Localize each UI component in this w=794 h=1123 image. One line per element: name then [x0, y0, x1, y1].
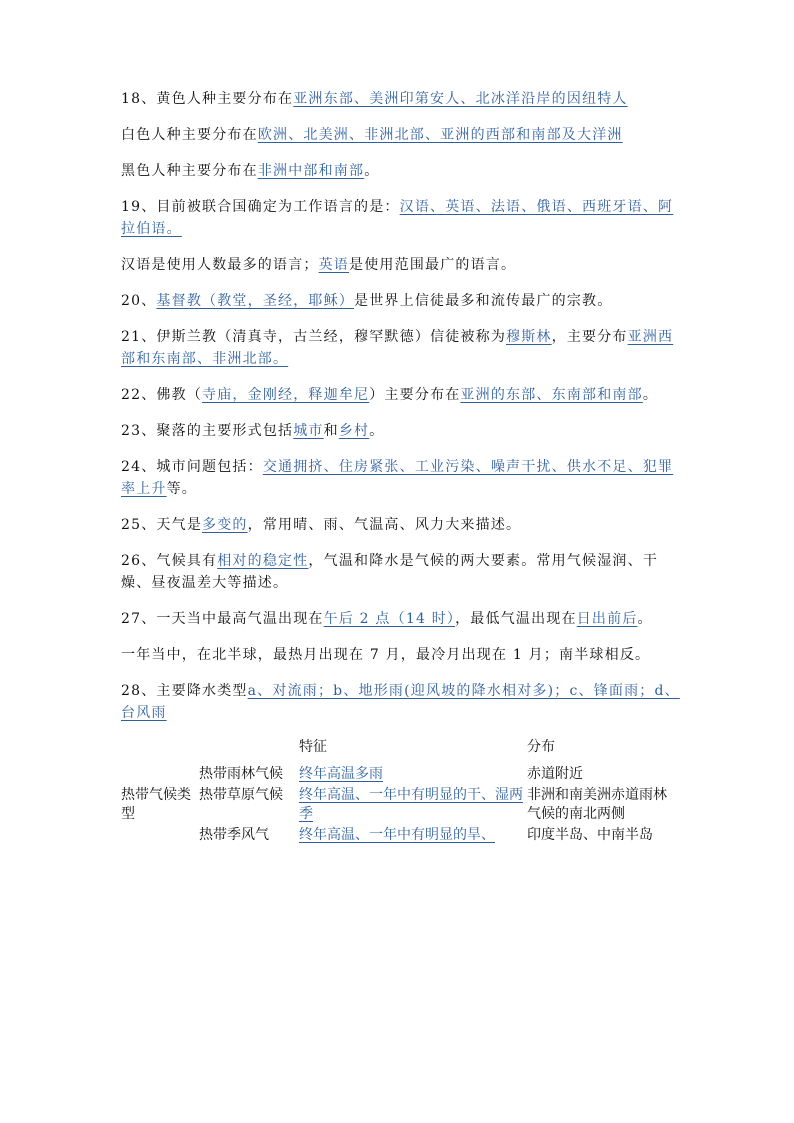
item-18-black: [121, 160, 681, 182]
item-28-precipitation: [121, 680, 681, 724]
answer-underline: a、对流雨；b、地形雨(迎风坡的降水相对多)；c、锋面雨；d、台风雨: [121, 683, 680, 721]
item-27-daily-temperature: [121, 608, 681, 630]
answer-underline: 终年高温、一年中有明显的旱、: [299, 827, 495, 843]
answer-underline: 午后 2 点（14 时）: [323, 611, 456, 627]
answer-underline: 终年高温、一年中有明显的干、湿两季: [299, 787, 523, 822]
answer-underline: 交通拥挤、住房紧张、工业污染、噪声干扰、供水不足、犯罪率上升: [121, 459, 674, 497]
text: 23、聚落的主要形式包括: [121, 423, 294, 439]
item-24-city-problems: [121, 456, 681, 500]
item-25-weather: [121, 514, 681, 536]
climate-table: [121, 738, 677, 847]
text: 一年当中，在北半球，最热月出现在 7 月，最冷月出现在 1 月；南半球相反。: [121, 647, 651, 663]
text: ，常用晴、雨、气温高、风力大来描述。: [247, 517, 522, 533]
answer-underline: 欧洲、北美洲、非洲北部、亚洲的西部和南部及大洋洲: [257, 127, 623, 143]
climate-distribution: 赤道附近: [527, 766, 583, 782]
item-19-languages: [121, 196, 681, 240]
text: 。: [637, 611, 653, 627]
answer-underline: 非洲中部和南部: [257, 163, 365, 179]
text: 是使用范围最广的语言。: [349, 257, 517, 273]
document-page: [121, 88, 681, 847]
answer-underline: 亚洲东部、美洲印第安人、北冰洋沿岸的因纽特人: [293, 91, 628, 107]
answer-underline: 城市: [293, 423, 324, 439]
item-20-christianity: [121, 290, 681, 312]
text: 25、天气是: [121, 517, 203, 533]
text: 22、佛教（: [121, 387, 203, 403]
table-cell: [121, 738, 199, 765]
text: 27、一天当中最高气温出现在: [121, 611, 324, 627]
answer-underline: 基督教（教堂，圣经，耶稣）: [156, 293, 355, 309]
answer-underline: 亚洲的东部、东南部和南部: [460, 387, 643, 403]
climate-distribution: 非洲和南美洲赤道雨林气候的南北两侧: [527, 787, 667, 822]
answer-underline: 乡村: [338, 423, 370, 439]
table-cell: [199, 738, 299, 765]
text: 28、主要降水类型: [121, 683, 248, 699]
text: 26、气候具有: [121, 553, 218, 569]
text: 黑色人种主要分布在: [121, 163, 258, 179]
answer-underline: 穆斯林: [506, 329, 552, 345]
item-19-chinese: [121, 254, 681, 276]
item-23-settlements: [121, 420, 681, 442]
item-22-buddhism: [121, 384, 681, 406]
answer-underline: 寺庙，金刚经，释迦牟尼: [202, 387, 370, 403]
text: 24、城市问题包括：: [121, 459, 263, 475]
answer-underline: 多变的: [202, 517, 248, 533]
text: 。: [369, 423, 385, 439]
climate-distribution: 印度半岛、中南半岛: [527, 827, 653, 843]
text: 和: [323, 423, 339, 439]
item-27-yearly-temperature: [121, 644, 681, 666]
text: ，主要分布: [551, 329, 628, 345]
text: 。: [364, 163, 380, 179]
table-row: [121, 826, 677, 847]
text: 18、黄色人种主要分布在: [121, 91, 294, 107]
climate-feature: [299, 765, 527, 786]
text: ，最低气温出现在: [455, 611, 577, 627]
table-header-row: [121, 738, 677, 765]
text: 白色人种主要分布在: [121, 127, 258, 143]
text: 20、: [121, 293, 157, 309]
text: 等。: [166, 481, 198, 497]
text: 19、目前被联合国确定为工作语言的是：: [121, 199, 400, 215]
climate-name: 热带雨林气候: [199, 766, 283, 782]
answer-underline: 相对的稳定性: [217, 553, 309, 569]
climate-group-label: 热带气候类型: [121, 787, 191, 822]
item-21-islam: [121, 326, 681, 370]
header-feature: 特征: [299, 739, 327, 755]
climate-feature: [299, 826, 527, 847]
table-row: [121, 765, 677, 786]
answer-underline: 英语: [318, 257, 350, 273]
climate-name: 热带季风气: [199, 827, 269, 843]
answer-underline: 亚洲西部和东南部、非洲北部。: [121, 329, 674, 367]
answer-underline: 终年高温多雨: [299, 766, 383, 782]
text: 汉语是使用人数最多的语言；: [121, 257, 319, 273]
item-18-yellow: [121, 88, 681, 110]
text: 是世界上信徒最多和流传最广的宗教。: [354, 293, 613, 309]
answer-underline: 日出前后: [576, 611, 638, 627]
text: 21、伊斯兰教（清真寺，古兰经，穆罕默德）信徒被称为: [121, 329, 507, 345]
answer-underline: 汉语、英语、法语、俄语、西班牙语、阿拉伯语。: [121, 199, 674, 237]
climate-name: 热带草原气候: [199, 787, 283, 803]
text: ，气温和降水是气候的两大要素。常用气候湿润、干燥、昼夜温差大等描述。: [121, 553, 659, 591]
header-distribution: 分布: [527, 739, 555, 755]
item-18-white: [121, 124, 681, 146]
text: ）主要分布在: [369, 387, 461, 403]
text: 。: [642, 387, 659, 403]
item-26-climate: [121, 550, 681, 594]
table-row: [121, 786, 677, 826]
climate-feature: [299, 786, 527, 826]
